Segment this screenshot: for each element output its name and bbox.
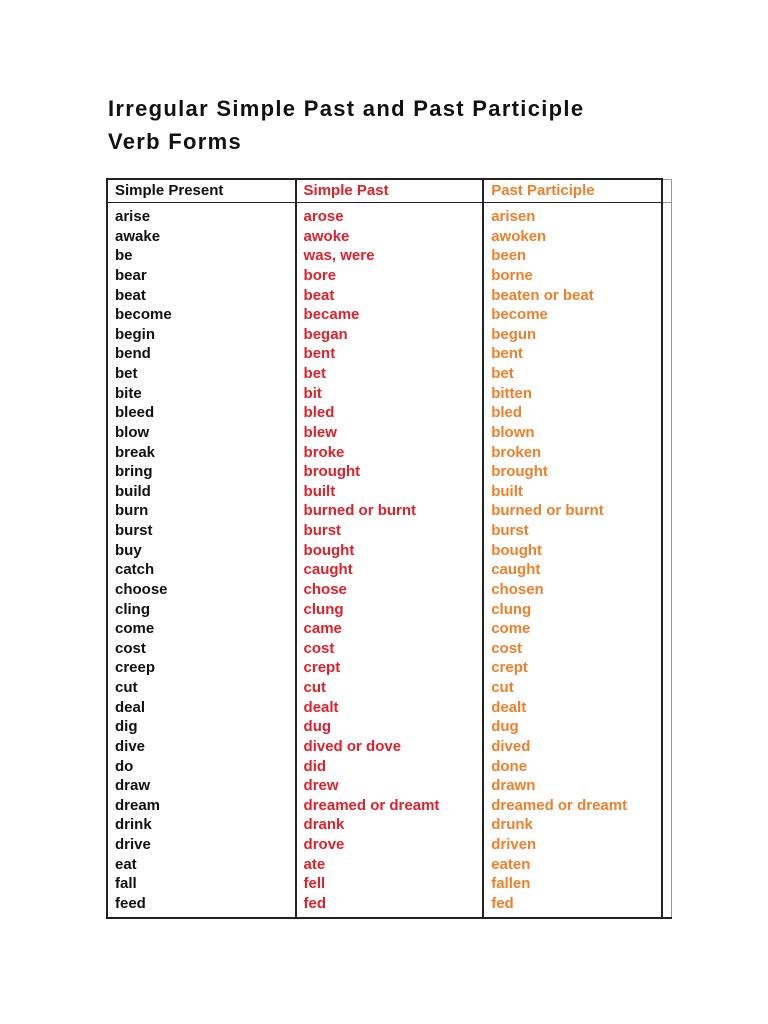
simple-past-cell: bet [296,364,484,384]
table-row [107,737,672,757]
simple-past-cell: brought [296,462,484,482]
past-participle-cell: burned or burnt [483,501,662,521]
simple-present-cell: bear [107,266,296,286]
past-participle-cell: drawn [483,776,662,796]
empty-cell [662,894,671,918]
table-row [107,541,672,561]
past-participle-cell: arisen [483,203,662,227]
header-past-participle: Past Participle [483,179,662,203]
simple-present-cell: become [107,305,296,325]
simple-past-cell: cost [296,639,484,659]
empty-cell [662,541,671,561]
empty-cell [662,501,671,521]
table-row [107,305,672,325]
simple-past-cell: ate [296,855,484,875]
empty-cell [662,698,671,718]
table-row [107,678,672,698]
simple-past-cell: bent [296,344,484,364]
table-row [107,698,672,718]
table-row [107,521,672,541]
table-row [107,717,672,737]
simple-past-cell: chose [296,580,484,600]
simple-present-cell: dive [107,737,296,757]
simple-present-cell: creep [107,658,296,678]
table-row [107,757,672,777]
simple-present-cell: feed [107,894,296,918]
simple-past-cell: bit [296,384,484,404]
simple-past-cell: burned or burnt [296,501,484,521]
table-row [107,384,672,404]
past-participle-cell: dealt [483,698,662,718]
table-row [107,658,672,678]
simple-past-cell: drove [296,835,484,855]
empty-cell [662,344,671,364]
simple-past-cell: did [296,757,484,777]
simple-past-cell: crept [296,658,484,678]
simple-past-cell: fell [296,874,484,894]
simple-past-cell: blew [296,423,484,443]
simple-present-cell: bleed [107,403,296,423]
past-participle-cell: fed [483,894,662,918]
table-row [107,344,672,364]
simple-past-cell: became [296,305,484,325]
table-row [107,600,672,620]
past-participle-cell: eaten [483,855,662,875]
simple-past-cell: drew [296,776,484,796]
empty-cell [662,403,671,423]
empty-cell [662,266,671,286]
simple-present-cell: break [107,443,296,463]
empty-column-header [662,179,671,203]
simple-past-cell: awoke [296,227,484,247]
table-row [107,443,672,463]
past-participle-cell: burst [483,521,662,541]
empty-cell [662,678,671,698]
simple-present-cell: come [107,619,296,639]
simple-present-cell: arise [107,203,296,227]
simple-past-cell: dealt [296,698,484,718]
past-participle-cell: bought [483,541,662,561]
past-participle-cell: bet [483,364,662,384]
table-row [107,580,672,600]
past-participle-cell: brought [483,462,662,482]
table-row [107,855,672,875]
table-body [107,203,672,918]
table-row [107,423,672,443]
simple-past-cell: dug [296,717,484,737]
simple-present-cell: burn [107,501,296,521]
simple-present-cell: catch [107,560,296,580]
simple-present-cell: burst [107,521,296,541]
simple-past-cell: cut [296,678,484,698]
empty-cell [662,580,671,600]
simple-present-cell: fall [107,874,296,894]
simple-present-cell: dream [107,796,296,816]
verb-table [106,178,672,919]
simple-present-cell: dig [107,717,296,737]
table-row [107,325,672,345]
past-participle-cell: dug [483,717,662,737]
table-row [107,403,672,423]
title-line-2: Verb Forms [108,129,243,154]
past-participle-cell: borne [483,266,662,286]
empty-cell [662,737,671,757]
past-participle-cell: beaten or beat [483,286,662,306]
simple-present-cell: beat [107,286,296,306]
past-participle-cell: cut [483,678,662,698]
simple-past-cell: drank [296,815,484,835]
past-participle-cell: begun [483,325,662,345]
empty-cell [662,815,671,835]
header-simple-present: Simple Present [107,179,296,203]
past-participle-cell: bent [483,344,662,364]
empty-cell [662,286,671,306]
past-participle-cell: driven [483,835,662,855]
empty-cell [662,423,671,443]
simple-present-cell: bring [107,462,296,482]
empty-cell [662,560,671,580]
simple-present-cell: begin [107,325,296,345]
table-row [107,835,672,855]
table-row [107,364,672,384]
past-participle-cell: dreamed or dreamt [483,796,662,816]
simple-present-cell: bite [107,384,296,404]
simple-past-cell: bore [296,266,484,286]
empty-cell [662,443,671,463]
table-row [107,619,672,639]
simple-past-cell: clung [296,600,484,620]
simple-past-cell: fed [296,894,484,918]
simple-past-cell: beat [296,286,484,306]
empty-cell [662,776,671,796]
table-row [107,894,672,918]
table-row [107,874,672,894]
empty-cell [662,600,671,620]
simple-present-cell: drive [107,835,296,855]
past-participle-cell: bitten [483,384,662,404]
past-participle-cell: fallen [483,874,662,894]
document-title [108,92,584,158]
title-line-1: Irregular Simple Past and Past Participle [108,96,585,121]
simple-present-cell: eat [107,855,296,875]
past-participle-cell: awoken [483,227,662,247]
simple-past-cell: burst [296,521,484,541]
past-participle-cell: broken [483,443,662,463]
simple-present-cell: blow [107,423,296,443]
past-participle-cell: drunk [483,815,662,835]
simple-past-cell: caught [296,560,484,580]
empty-cell [662,384,671,404]
table-row [107,203,672,227]
simple-past-cell: dreamed or dreamt [296,796,484,816]
table-row [107,286,672,306]
empty-cell [662,757,671,777]
empty-cell [662,482,671,502]
past-participle-cell: cost [483,639,662,659]
empty-cell [662,658,671,678]
simple-past-cell: broke [296,443,484,463]
table-row [107,815,672,835]
simple-past-cell: bled [296,403,484,423]
simple-past-cell: dived or dove [296,737,484,757]
past-participle-cell: dived [483,737,662,757]
simple-present-cell: draw [107,776,296,796]
empty-cell [662,717,671,737]
table-row [107,482,672,502]
table-row [107,560,672,580]
past-participle-cell: blown [483,423,662,443]
past-participle-cell: chosen [483,580,662,600]
empty-cell [662,855,671,875]
empty-cell [662,639,671,659]
simple-present-cell: bend [107,344,296,364]
past-participle-cell: become [483,305,662,325]
simple-present-cell: awake [107,227,296,247]
past-participle-cell: clung [483,600,662,620]
simple-present-cell: choose [107,580,296,600]
table-row [107,266,672,286]
simple-present-cell: cling [107,600,296,620]
simple-present-cell: buy [107,541,296,561]
simple-present-cell: do [107,757,296,777]
simple-present-cell: build [107,482,296,502]
simple-past-cell: began [296,325,484,345]
simple-past-cell: was, were [296,246,484,266]
simple-present-cell: drink [107,815,296,835]
simple-present-cell: cost [107,639,296,659]
past-participle-cell: built [483,482,662,502]
table-header-row [107,179,672,203]
past-participle-cell: caught [483,560,662,580]
empty-cell [662,305,671,325]
empty-cell [662,462,671,482]
simple-present-cell: cut [107,678,296,698]
table-row [107,796,672,816]
table-row [107,776,672,796]
simple-present-cell: be [107,246,296,266]
empty-cell [662,325,671,345]
empty-cell [662,246,671,266]
simple-past-cell: bought [296,541,484,561]
table-row [107,501,672,521]
simple-present-cell: deal [107,698,296,718]
empty-cell [662,227,671,247]
past-participle-cell: been [483,246,662,266]
header-simple-past: Simple Past [296,179,484,203]
simple-past-cell: built [296,482,484,502]
simple-present-cell: bet [107,364,296,384]
empty-cell [662,835,671,855]
past-participle-cell: come [483,619,662,639]
empty-cell [662,619,671,639]
empty-cell [662,203,671,227]
past-participle-cell: done [483,757,662,777]
table-row [107,639,672,659]
simple-past-cell: arose [296,203,484,227]
past-participle-cell: bled [483,403,662,423]
table-row [107,246,672,266]
table-row [107,227,672,247]
simple-past-cell: came [296,619,484,639]
table-row [107,462,672,482]
empty-cell [662,364,671,384]
empty-cell [662,796,671,816]
empty-cell [662,521,671,541]
empty-cell [662,874,671,894]
past-participle-cell: crept [483,658,662,678]
